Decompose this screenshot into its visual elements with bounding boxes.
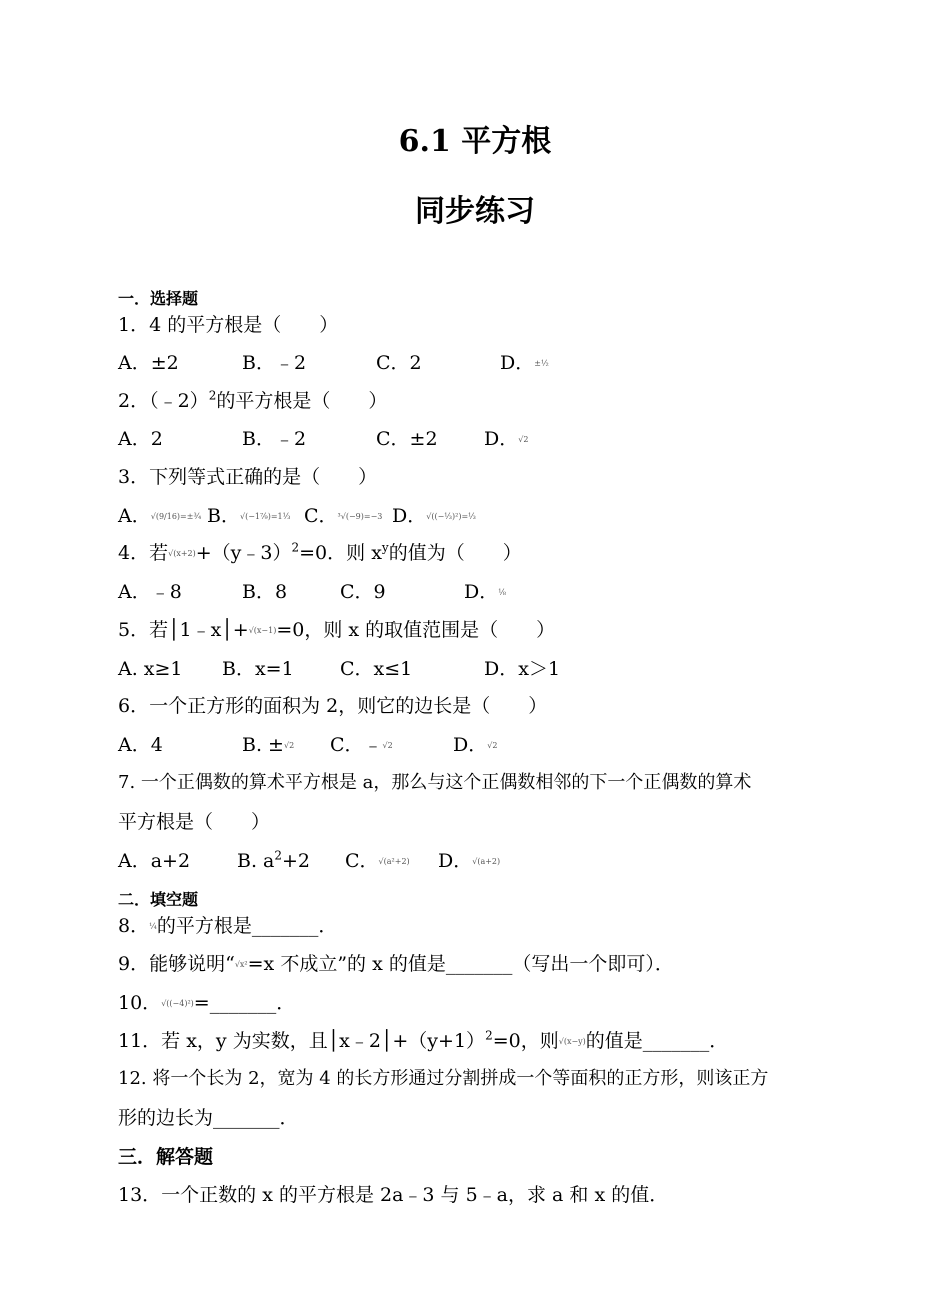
q8-number: 8．	[118, 915, 150, 937]
q7-option-b-post: +2	[282, 850, 311, 872]
question-10	[118, 991, 295, 1016]
question-2-stem	[118, 389, 387, 413]
q6-option-c-label: C．﹣	[330, 734, 383, 756]
section-heading-choice: 一．选择题	[118, 289, 199, 308]
q3-option-c	[304, 504, 382, 529]
q2-option-d	[484, 427, 528, 452]
q2-stem-pre: 2．（﹣2）	[118, 390, 209, 412]
q4-stem-mid2: =0．则 x	[299, 542, 382, 564]
q3-option-a	[118, 504, 201, 529]
q3-option-b-label: B．	[207, 505, 240, 527]
q2-option-d-formula: √2	[518, 435, 529, 444]
q6-option-d	[453, 733, 497, 758]
q10-post: =_______．	[193, 992, 296, 1014]
q4-option-a: A．﹣8	[118, 581, 182, 603]
q1-option-c: C．2	[376, 352, 422, 374]
q3-option-c-formula: ³√(−9)=−3	[337, 512, 383, 521]
q3-option-a-label: A．	[118, 505, 151, 527]
q8-text: 的平方根是_______．	[156, 915, 338, 937]
section-heading-fill: 二．填空题	[118, 890, 199, 909]
q3-option-c-label: C．	[304, 505, 338, 527]
q7-option-b	[237, 849, 310, 873]
q9-formula: √x²	[234, 960, 248, 969]
q7-option-a: A．a+2	[118, 850, 191, 872]
q4-option-b: B．8	[242, 581, 288, 603]
q10-formula: √((−4)²)	[161, 999, 194, 1008]
q6-option-a: A．4	[118, 734, 163, 756]
q7-option-c-formula: √(a²+2)	[378, 857, 410, 866]
q1-option-a: A．±2	[118, 352, 179, 374]
q6-option-b-formula: √2	[283, 741, 295, 750]
page-subtitle: 同步练习	[415, 194, 535, 229]
q5-stem-formula: √(x−1)	[248, 626, 277, 635]
q10-pre: 10．	[118, 992, 162, 1014]
q7-option-d-formula: √(a+2)	[472, 857, 501, 866]
section-heading-answer: 三．解答题	[118, 1146, 214, 1168]
q3-option-d-formula: √((−⅓)²)=⅓	[426, 512, 476, 521]
q6-option-c	[330, 733, 393, 758]
q6-option-d-label: D．	[453, 734, 488, 756]
q3-option-d-label: D．	[392, 505, 427, 527]
q4-option-d-label: D．	[464, 581, 499, 603]
q6-option-b	[242, 733, 294, 758]
q4-stem-mid: +（y﹣3）	[195, 542, 292, 564]
q2-option-b: B．﹣2	[242, 428, 307, 450]
q4-stem-pre: 4．若	[118, 542, 169, 564]
q1-option-b: B．﹣2	[242, 352, 307, 374]
q4-option-d-formula: ⅛	[498, 588, 506, 597]
q5-option-c: C．x≤1	[340, 658, 413, 680]
q7-option-d-label: D．	[438, 850, 473, 872]
q2-stem-sup: 2	[208, 388, 217, 403]
q9-post: =x 不成立”的 x 的值是_______（写出一个即可）．	[247, 953, 674, 975]
q11-formula: √(x−y)	[558, 1037, 586, 1046]
q11-post: 的值是_______．	[585, 1030, 729, 1052]
page-title: 6.1 平方根	[398, 124, 552, 159]
question-1-stem: 1．4 的平方根是（ ）	[118, 314, 339, 336]
question-12-line-1: 12. 将一个长为 2，宽为 4 的长方形通过分割拼成一个等面积的正方形，则该正方	[118, 1068, 769, 1089]
q2-option-c: C．±2	[376, 428, 438, 450]
question-11	[118, 1029, 728, 1054]
q2-option-d-label: D．	[484, 428, 519, 450]
q6-option-c-formula: √2	[382, 741, 393, 750]
q7-option-b-sup: 2	[274, 848, 283, 863]
q3-option-b-formula: √(−1⁷⁄₉)=1⅓	[239, 512, 291, 521]
q4-option-d	[464, 580, 506, 605]
q2-option-a: A．2	[118, 428, 163, 450]
q4-option-c: C．9	[340, 581, 386, 603]
q2-stem-post: 的平方根是（ ）	[216, 390, 388, 412]
q7-option-d	[438, 849, 500, 874]
q4-stem-sup2: y	[381, 540, 389, 555]
q9-pre: 9．能够说明“	[118, 953, 235, 975]
question-13: 13．一个正数的 x 的平方根是 2a﹣3 与 5﹣a，求 a 和 x 的值．	[118, 1184, 669, 1206]
q6-option-b-label: B. ±	[242, 734, 284, 756]
q4-stem-formula: √(x+2)	[168, 549, 196, 558]
question-7-stem-line-2: 平方根是（ ）	[118, 811, 271, 833]
q6-option-d-formula: √2	[487, 741, 498, 750]
q7-option-b-pre: B. a	[237, 850, 275, 872]
q5-stem-pre: 5．若│1﹣x│+	[118, 619, 249, 641]
q4-stem-sup: 2	[291, 540, 300, 555]
q11-sup: 2	[485, 1028, 493, 1043]
question-12-line-2: 形的边长为_______．	[118, 1107, 299, 1129]
q3-option-a-formula: √(9/16)=±¾	[150, 512, 202, 521]
q1-option-d	[500, 351, 549, 376]
question-5-stem	[118, 618, 555, 643]
question-9	[118, 952, 674, 977]
question-3-stem: 3．下列等式正确的是（ ）	[118, 466, 378, 488]
q5-option-a: A. x≥1	[118, 658, 183, 680]
q1-option-d-label: D．	[500, 352, 535, 374]
q8-formula: ¼	[149, 922, 157, 931]
q5-option-b: B．x=1	[222, 658, 294, 680]
question-7-stem-line-1: 7. 一个正偶数的算术平方根是 a，那么与这个正偶数相邻的下一个正偶数的算术	[118, 772, 752, 793]
q5-option-d: D．x＞1	[484, 658, 561, 680]
question-8	[118, 914, 337, 939]
q3-option-d	[392, 504, 476, 529]
q11-mid: =0，则	[492, 1030, 559, 1052]
q7-option-c	[345, 849, 410, 874]
q4-stem-post: 的值为（ ）	[388, 542, 522, 564]
q11-pre: 11．若 x，y 为实数，且│x﹣2│+（y+1）	[118, 1030, 486, 1052]
question-4-stem	[118, 541, 522, 566]
q5-stem-post: =0，则 x 的取值范围是（ ）	[276, 619, 556, 641]
q7-option-c-label: C．	[345, 850, 379, 872]
question-6-stem: 6．一个正方形的面积为 2，则它的边长是（ ）	[118, 695, 548, 717]
q1-option-d-formula: ±½	[534, 359, 549, 368]
q3-option-b	[207, 504, 290, 529]
